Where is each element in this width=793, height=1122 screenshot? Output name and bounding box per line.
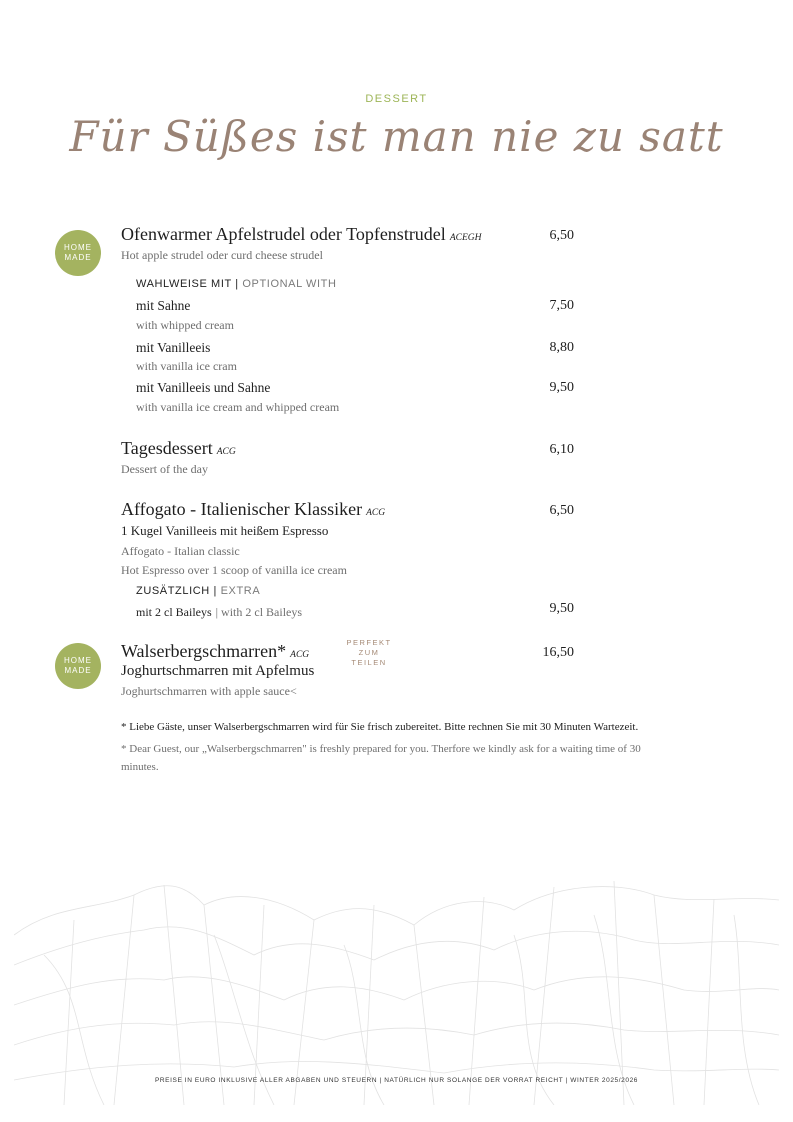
item-title-text: Tagesdessert <box>121 438 213 458</box>
item-translation: Affogato - Italian classic <box>121 544 240 558</box>
allergen-codes: ACG <box>366 508 386 518</box>
extra-heading-en: EXTRA <box>220 585 261 597</box>
item-title <box>121 499 385 520</box>
item-title <box>121 641 309 662</box>
option-translation: with vanilla ice cram <box>136 359 237 373</box>
extra-heading <box>136 585 260 597</box>
item-title-text: Walserbergschmarren* <box>121 641 287 661</box>
option-label: mit Sahne <box>136 298 191 313</box>
options-heading-de: WAHLWEISE MIT | <box>136 278 239 290</box>
badge-line-2: MADE <box>64 666 92 675</box>
option-price: 9,50 <box>549 380 574 395</box>
options-heading-en: OPTIONAL WITH <box>242 278 337 290</box>
item-translation: Dessert of the day <box>121 462 208 476</box>
homemade-badge <box>55 230 101 276</box>
options-heading <box>136 278 337 290</box>
share-tag <box>339 638 399 668</box>
share-tag-line-3: TEILEN <box>351 658 387 667</box>
mountain-illustration <box>14 875 779 1105</box>
allergen-codes: ACG <box>290 650 310 660</box>
footer-note: PREISE IN EURO INKLUSIVE ALLER ABGABEN UND STEUERN | NATÜRLICH NUR SOLANGE DER VORRAT REICHT | WINTER 2025/2026 <box>154 1077 639 1084</box>
note-de: * Liebe Gäste, unser Walserbergschmarren wird für Sie frisch zubereitet. Bitte rechnen Sie mit 30 Minuten Wartezeit. <box>121 721 639 733</box>
option-label: mit Vanilleeis und Sahne <box>136 380 271 395</box>
item-title <box>121 224 481 245</box>
headline-script: Für Süßes ist man nie zu satt <box>69 112 724 161</box>
item-description: 1 Kugel Vanilleeis mit heißem Espresso <box>121 523 329 538</box>
item-price: 16,50 <box>542 645 574 660</box>
homemade-badge <box>55 643 101 689</box>
item-translation: Hot apple strudel oder curd cheese strudel <box>121 248 323 262</box>
option-translation: with vanilla ice cream and whipped cream <box>136 400 340 414</box>
extra-option-de: mit 2 cl Baileys <box>136 605 212 619</box>
share-tag-line-2: ZUM <box>358 648 380 657</box>
allergen-codes: ACG <box>216 447 236 457</box>
option-price: 7,50 <box>549 298 574 313</box>
extra-option-en: | with 2 cl Baileys <box>215 605 303 619</box>
extra-heading-de: ZUSÄTZLICH | <box>136 585 217 597</box>
option-label: mit Vanilleeis <box>136 340 211 355</box>
option-price: 8,80 <box>549 340 574 355</box>
item-title-text: Ofenwarmer Apfelstrudel oder Topfenstrudel <box>121 224 446 244</box>
item-price: 6,50 <box>549 503 574 518</box>
item-subtitle: Joghurtschmarren mit Apfelmus <box>121 663 315 679</box>
extra-price: 9,50 <box>549 601 574 616</box>
option-translation: with whipped cream <box>136 318 234 332</box>
badge-line-1: HOME <box>64 656 92 665</box>
section-label: DESSERT <box>365 93 428 105</box>
item-price: 6,10 <box>549 442 574 457</box>
badge-line-2: MADE <box>64 253 92 262</box>
share-tag-line-1: PERFEKT <box>346 638 392 647</box>
item-price: 6,50 <box>549 228 574 243</box>
extra-option <box>136 603 302 621</box>
badge-line-1: HOME <box>64 243 92 252</box>
note-en: * Dear Guest, our „Walserbergschmarren" is freshly prepared for you. Therfore we kindly ask for a waiting time of 30 minutes. <box>121 743 641 773</box>
item-translation: Joghurtschmarren with apple sauce< <box>121 684 297 698</box>
item-title <box>121 438 236 459</box>
allergen-codes: ACEGH <box>449 233 482 243</box>
item-title-text: Affogato - Italienischer Klassiker <box>121 499 363 519</box>
item-translation-2: Hot Espresso over 1 scoop of vanilla ice cream <box>121 563 347 577</box>
